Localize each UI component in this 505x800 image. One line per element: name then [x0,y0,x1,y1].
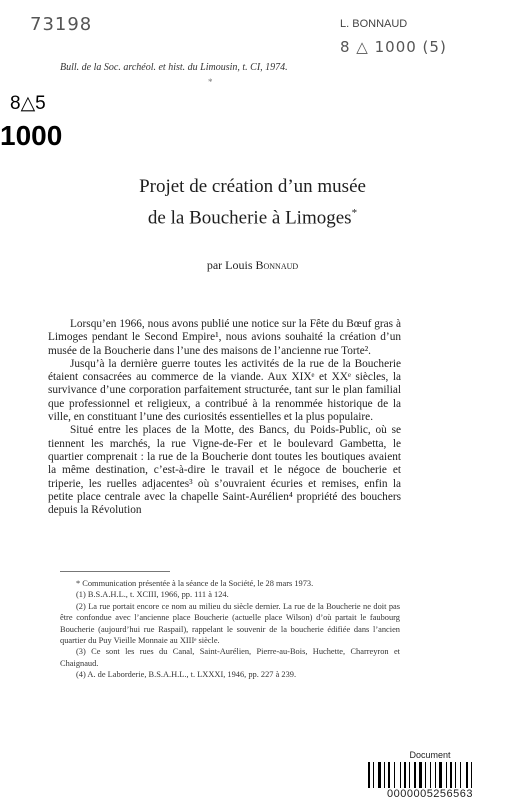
footnote-1: (1) B.S.A.H.L., t. XCIII, 1966, pp. 111 à 124. [76,590,229,600]
journal-reference: Bull. de la Soc. archéol. et hist. du Limousin, t. CI, 1974. [60,62,288,73]
barcode-bar [425,762,426,788]
barcode-bar [460,762,461,788]
barcode-bar [414,762,416,788]
barcode-number: 0000005256563 [386,788,474,800]
article-title-line-1: Projet de création d’un musée [139,176,366,197]
barcode-bar [446,762,447,788]
article-title-line-2-wrapper [0,207,505,229]
paragraph-3: Situé entre les places de la Motte, des Bancs, du Poids-Public, où se tiennent les marchés, la rue Vigne-de-Fer et le boulevard Gambetta, le quartier comprenait : la rue de la Boucherie dont toutes les boutiques avaient la même destination, c’est-à-dire le travail et le négoce de boucherie et triperie, les ruelles adjacentes³ où s’ouvraient écuries et remises, enfin la petite place centrale avec la chapelle Saint-Aurélien⁴ propriété des bouchers depuis la Révolution [48,424,401,517]
barcode-bar [430,762,431,788]
byline-prefix: par Louis [206,258,253,272]
barcode-bar [409,762,410,788]
footnote-2: (2) La rue portait encore ce nom au milieu du siècle dernier. La rue de la Boucherie ne doit pas être confondue avec l’ancienne place Boucherie (actuelle place Wilson) d’où partait le faubourg Boucherie (aujourd’hui rue Raspail), rappelant le souvenir de la boucherie édifiée dans l’ancien quartier du Puy Vieille Monnaie au XIIIᵉ siècle. [60,601,400,646]
barcode-bar [435,762,436,788]
stamped-author-name: L. BONNAUD [340,18,408,30]
paragraph-1: Lorsqu’en 1966, nous avons publié une notice sur la Fête du Bœuf gras à Limoges pendant le Second Empire¹, nous avions souhaité la création d’un musée de la Boucherie dans l’une des maisons de l’ancienne rue Torte². [48,318,401,357]
barcode-block [365,750,495,800]
barcode-bar [394,762,395,788]
ornament-star: * [208,77,213,87]
barcode-bar [471,762,472,788]
barcode-bar [373,762,374,788]
barcode-bar [404,762,406,788]
barcode-bar [439,762,442,788]
byline [0,258,505,273]
barcode-bar [450,762,452,788]
footnote-star: * Communication présentée à la séance de la Société, le 28 mars 1973. [76,579,314,588]
barcode-bar [400,762,401,788]
barcode-bar [388,762,390,788]
call-number-line-2: 1000 [0,120,63,151]
handwritten-shelf-code: 8 △ 1000 (5) [340,38,447,56]
footnote-4: (4) A. de Laborderie, B.S.A.H.L., t. LXXXI, 1946, pp. 227 à 239. [76,670,297,680]
author-name: Bonnaud [255,258,299,272]
barcode-bars [368,762,492,788]
article-title-line-2: de la Boucherie à Limoges [147,207,352,229]
barcode-bar [384,762,385,788]
call-number-line-1: 8△5 [10,93,46,114]
footnote-3: (3) Ce sont les rues du Canal, Saint-Aurélien, Pierre-au-Bois, Huchette, Charreyron et Chaignaud. [60,647,400,668]
barcode-bar [368,762,370,788]
handwritten-inventory-number: 73198 [30,14,93,35]
barcode-bar [466,762,468,788]
footnotes [60,578,400,681]
barcode-bar [378,762,381,788]
barcode-label: Document [409,750,451,760]
paragraph-2: Jusqu’à la dernière guerre toutes les activités de la rue de la Boucherie étaient consacrées au commerce de la viande. Aux XIXᵉ et XXᵉ siècles, la survivance d’une corporation parfaitement structurée, tant sur le plan familial que professionnel et religieux, a contribué à la renommée historique de la ville, en constituant l’une des curiosités essentielles et la plus populaire. [48,357,401,424]
footnote-separator [60,571,170,572]
barcode-bar [455,762,456,788]
title-footnote-mark: * [351,207,358,219]
article-body [48,318,401,517]
barcode-bar [419,762,422,788]
